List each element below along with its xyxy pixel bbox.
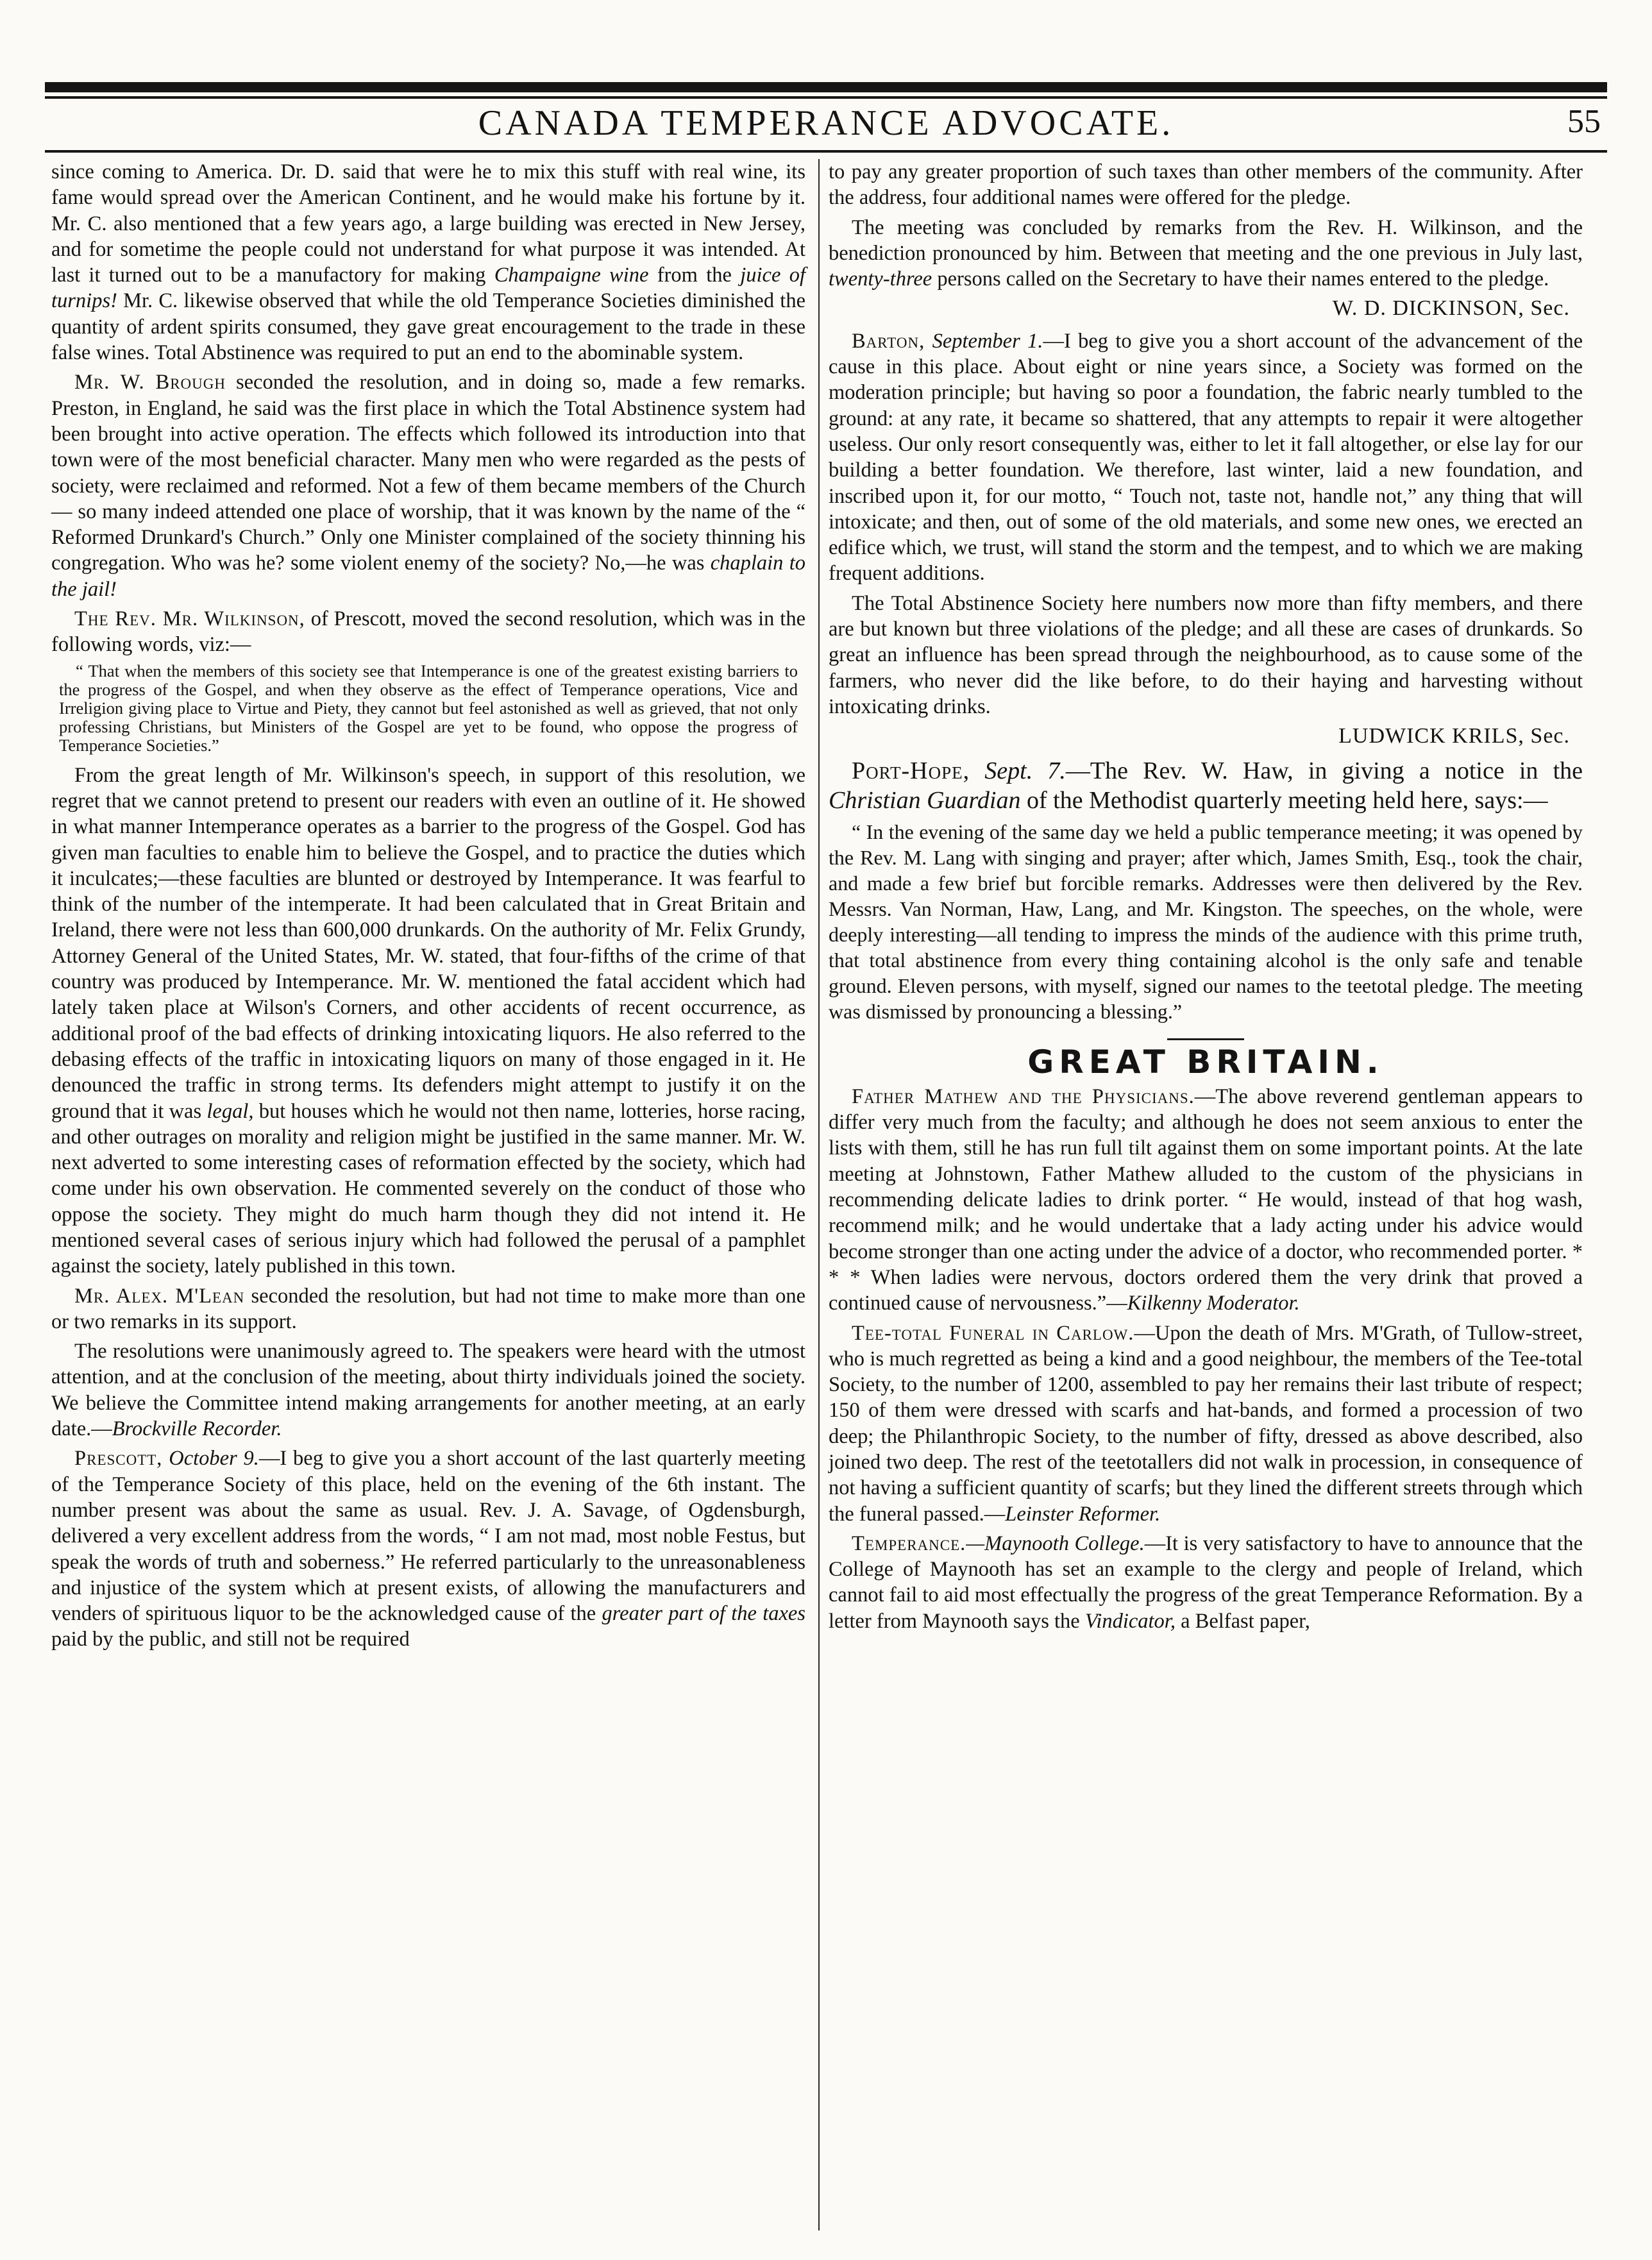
paragraph: Mr. Alex. M'Lean seconded the resolution, but had not time to make more than one or two remarks in its support. xyxy=(51,1284,806,1333)
section-rule xyxy=(1167,1038,1244,1040)
masthead xyxy=(45,101,1607,148)
paragraph: The resolutions were unanimously agreed to. The speakers were heard with the utmost attention, and at the conclusion of the meeting, about thirty individuals joined the society. We believe the Committee intend making arrangements for another meeting, at an early date.—Brockville Recorder. xyxy=(51,1340,805,1441)
paragraph: The Rev. Mr. Wilkinson, of Prescott, moved the second resolution, which was in the following words, viz:— xyxy=(51,607,805,657)
paragraph: Barton, September 1.—I beg to give you a short account of the advancement of the cause in this place. About eight or nine years since, a Society was formed on the moderation principle; but having so poor a foundation, the fabric nearly tumbled to the ground: at any rate, it became so shattered, that any attempts to repair it were altogether useless. Our only resort consequently was, either to let it fall altogether, or else lay for our building a better foundation. We therefore, last winter, laid a new foundation, and inscribed upon it, for our motto, “ Touch not, taste not, handle not,” any thing that will intoxicate; and then, out of some of the old materials, and some new ones, we erected an edifice which, we trust, will stand the storm and the tempest, and to which we are making frequent additions. xyxy=(829,329,1583,586)
quoted-paragraph: “ In the evening of the same day we held a public temperance meeting; it was opened by the Rev. M. Lang with singing and prayer; after which, James Smith, Esq., took the chair, and made a few brief but forcible remarks. Addresses were then delivered by the Rev. Messrs. Van Norman, Haw, Lang, and Mr. Kingston. The speeches, on the whole, were deeply interesting—all tending to impress the minds of the audience with this prime truth, that total abstinence from every thing containing alcohol is the only safe and tenable ground. Eleven persons, with myself, signed our names to the teetotal pledge. The meeting was dismissed by pronouncing a blessing.” xyxy=(829,820,1583,1023)
paragraph: since coming to America. Dr. D. said that were he to mix this stuff with real wine, its fame would spread over the American Continent, and he would make his fortune by it. Mr. C. also mentioned that a few years ago, a large building was erected in New Jersey, and for sometime the people could not understand for what purpose it was intended. At last it turned out to be a manufactory for making Champaigne wine from the juice of turnips! Mr. C. likewise observed that while the old Temperance Societies diminished the quantity of ardent spirits consumed, they gave great encouragement to the trade in these false wines. Total Abstinence was required to put an end to the abominable system. xyxy=(51,160,805,365)
section-heading: GREAT BRITAIN. xyxy=(1027,1043,1384,1081)
paragraph: Temperance.—Maynooth College.—It is very satisfactory to have to announce that the College of Maynooth has set an example to the clergy and people of Ireland, which cannot fail to aid most effectually the progress of the great Temperance Reformation. By a letter from Maynooth says the Vindicator, a Belfast paper, xyxy=(829,1531,1583,1633)
top-rule xyxy=(45,82,1607,92)
paragraph: to pay any greater proportion of such taxes than other members of the community. After the address, four additional names were offered for the pledge. xyxy=(829,160,1583,210)
signature: LUDWICK KRILS, Sec. xyxy=(1338,724,1570,748)
top-rule-thin xyxy=(45,96,1607,99)
signature: W. D. DICKINSON, Sec. xyxy=(1332,296,1570,321)
resolution-quote: “ That when the members of this society see that Intemperance is one of the greatest existing barriers to the progress of the Gospel, and when they observe as the effect of Temperance operations, Vice and Irreligion giving place to Virtue and Piety, they cannot but feel astonished as well as grieved, that not only professing Christians, but Ministers of the Gospel are yet to be found, who oppose the progress of Temperance Societies.” xyxy=(59,661,798,755)
paragraph: Port-Hope, Sept. 7.—The Rev. W. Haw, in giving a notice in the Christian Guardian of the Methodist quarterly meeting held here, says:— xyxy=(829,757,1583,814)
right-column xyxy=(829,159,1583,1638)
masthead-title: CANADA TEMPERANCE ADVOCATE. xyxy=(478,103,1174,143)
masthead-rule xyxy=(45,150,1607,153)
paragraph: Father Mathew and the Physicians.—The above reverend gentleman appears to differ very much from the faculty; and although he does not seem anxious to enter the lists with them, still he has run full tilt against them on some important points. At the late meeting at Johnstown, Father Mathew alluded to the custom of the physicians in recommending delicate ladies to drink porter. “ He would, instead of that hog wash, recommend milk; and he would undertake that a lady acting under his advice would become stronger than one acting under the advice of a doctor, who recommended porter. * * * When ladies were nervous, doctors ordered them the very drink that proved a continued cause of nervousness.”—Kilkenny Moderator. xyxy=(829,1084,1583,1315)
column-divider xyxy=(818,159,820,2230)
paragraph: The Total Abstinence Society here numbers now more than fifty members, and there are but known but three violations of the pledge; and all these are cases of drunkards. So great an influence has been spread through the neighbourhood, as to cause some of the farmers, who never did the like before, to do their haying and harvesting without intoxicating drinks. xyxy=(829,591,1583,718)
paragraph: Prescott, October 9.—I beg to give you a short account of the last quarterly meeting of the Temperance Society of this place, held on the evening of the 6th instant. The number present was about the same as usual. Rev. J. A. Savage, of Ogdensburgh, delivered a very excellent address from the words, “ I am not mad, most noble Festus, but speak the words of truth and soberness.” He referred particularly to the unreasonableness and injustice of the system which at present exists, of allowing the manufacturers and venders of spirituous liquor to be the acknowledged cause of the greater part of the taxes paid by the public, and still not be required xyxy=(51,1447,806,1651)
paragraph: The meeting was concluded by remarks from the Rev. H. Wilkinson, and the benediction pronounced by him. Between that meeting and the one previous in July last, twenty-three persons called on the Secretary to have their names entered to the pledge. xyxy=(829,215,1583,291)
paragraph: Tee-total Funeral in Carlow.—Upon the death of Mrs. M'Grath, of Tullow-street, who is much regretted as being a kind and a good neighbour, the members of the Tee-total Society, to the number of 1200, assembled to pay her remains their last tribute of respect; 150 of them were dressed with scarfs and hat-bands, and formed a procession of two deep; the Philanthropic Society, to the number of fifty, dressed as above described, also joined two deep. The rest of the teetotallers did not walk in procession, in consequence of not having a sufficient quantity of scarfs; but they lined the different streets through which the funeral passed.—Leinster Reformer. xyxy=(829,1321,1583,1526)
paragraph: From the great length of Mr. Wilkinson's speech, in support of this resolution, we regret that we cannot pretend to present our readers with even an outline of it. He showed in what manner Intemperance operates as a barrier to the progress of the Gospel. God has given man faculties to enable him to believe the Gospel, and to practice the duties which it inculcates;—these faculties are blunted or destroyed by Intemperance. It was fearful to think of the number of the intemperate. It had been calculated that in Great Britain and Ireland, there were not less than 600,000 drunkards. On the authority of Mr. Felix Grundy, Attorney General of the United States, Mr. W. stated, that four-fifths of the crime of that country was produced by Intemperance. Mr. W. mentioned the fatal accident which had lately taken place at Wilson's Corners, and other accidents of recent occurrence, as additional proof of the bad effects of drinking intoxicating liquors. He also referred to the debasing effects of the traffic in intoxicating liquors on many of those engaged in it. He denounced the traffic in strong terms. Its defenders might attempt to justify it on the ground that it was legal, but houses which he would not then name, lotteries, horse racing, and other outrages on morality and religion might be justified in the same manner. Mr. W. next adverted to some interesting cases of reformation effected by the society, which had come under his own observation. He commented severely on the conduct of those who oppose the society. They might do much harm though they did not intend it. He mentioned several cases of serious injury which had followed the perusal of a pamphlet against the society, lately published in this town. xyxy=(51,763,805,1278)
page-number: 55 xyxy=(1567,103,1601,140)
left-column xyxy=(51,159,805,1657)
paragraph: Mr. W. Brough seconded the resolution, and in doing so, made a few remarks. Preston, in England, he said was the first place in which the Total Abstinence system had been brought into active operation. The effects which followed its introduction into that town were of the most beneficial character. Many men who were regarded as the pests of society, were reclaimed and reformed. Not a few of them became members of the Church— so many indeed attended one place of worship, that it was known by the name of the “ Reformed Drunkard's Church.” Only one Minister complained of the society thinning his congregation. Who was he? some violent enemy of the society? No,—he was chaplain to the jail! xyxy=(51,371,805,601)
